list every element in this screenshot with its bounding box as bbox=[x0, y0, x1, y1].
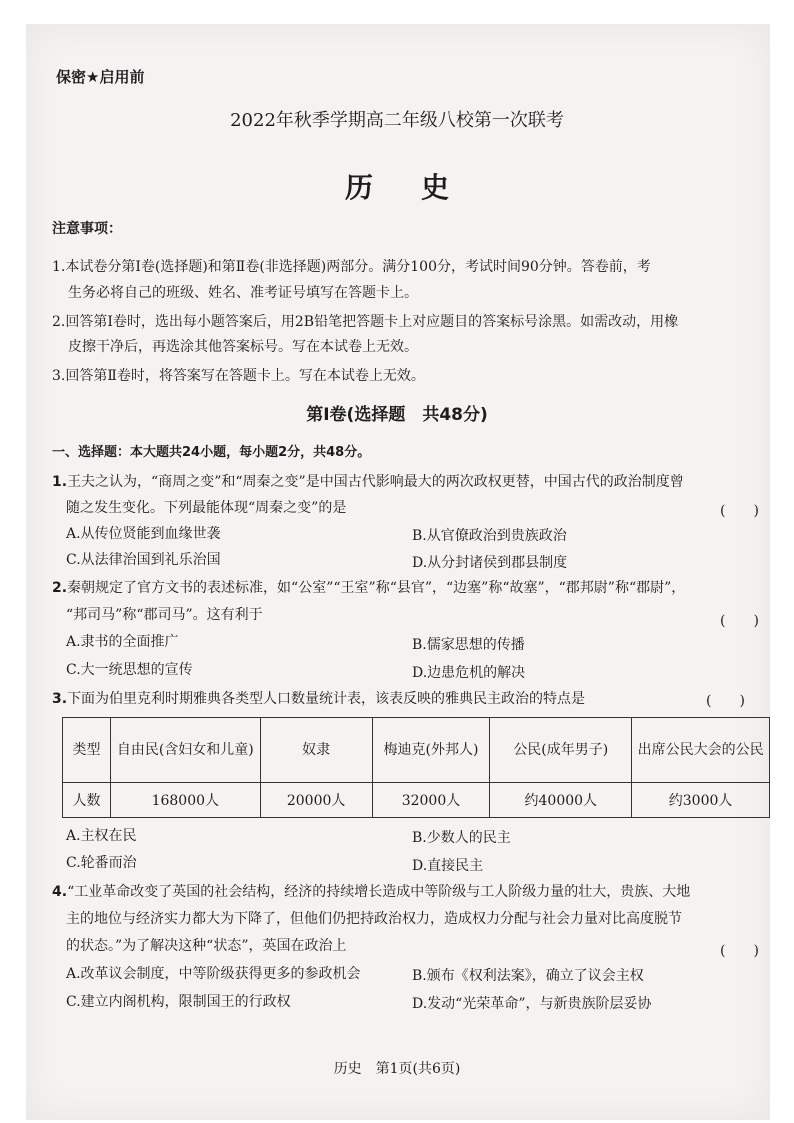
table-header-cell: 奴隶 bbox=[260, 718, 372, 783]
table-header-cell: 类型 bbox=[63, 718, 111, 783]
table-cell: 约3000人 bbox=[632, 783, 770, 818]
answer-bracket: ( ) bbox=[706, 693, 745, 709]
table-cell: 约40000人 bbox=[490, 783, 632, 818]
question-4 bbox=[52, 881, 690, 901]
question-2 bbox=[52, 577, 685, 597]
answer-bracket: ( ) bbox=[720, 613, 759, 629]
answer-bracket: ( ) bbox=[720, 503, 759, 519]
option-b: B.儒家思想的传播 bbox=[412, 637, 525, 653]
table-cell: 168000人 bbox=[110, 783, 260, 818]
question-text: “邦司马”称“郡司马”。这有利于 bbox=[66, 607, 263, 623]
table-cell: 32000人 bbox=[372, 783, 490, 818]
notes-title: 注意事项： bbox=[52, 221, 122, 237]
question-text: 王夫之认为，“商周之变”和“周秦之变”是中国古代影响最大的两次政权更替，中国古代的政治制度曾 bbox=[67, 474, 684, 490]
population-table bbox=[62, 717, 770, 818]
question-number: 3. bbox=[52, 691, 68, 707]
table-row bbox=[63, 783, 770, 818]
notes-line: 3.回答第Ⅱ卷时，将答案写在答题卡上。写在本试卷上无效。 bbox=[52, 368, 425, 384]
option-c: C.大一统思想的宣传 bbox=[66, 662, 193, 678]
question-number: 2. bbox=[52, 580, 68, 596]
subject-title: 历史 bbox=[344, 171, 497, 204]
part-title: 一、选择题：本大题共24小题，每小题2分，共48分。 bbox=[52, 445, 371, 460]
option-b: B.颁布《权利法案》，确立了议会主权 bbox=[412, 968, 644, 984]
question-number: 1. bbox=[52, 474, 68, 490]
option-d: D.直接民主 bbox=[412, 858, 484, 874]
notes-line: 2.回答第Ⅰ卷时，选出每小题答案后，用2B铅笔把答题卡上对应题目的答案标号涂黑。如需改动，用橡 bbox=[52, 314, 679, 330]
option-a: A.从传位贤能到血缘世袭 bbox=[66, 526, 221, 542]
table-header-cell: 梅迪克(外邦人) bbox=[372, 718, 490, 783]
question-text: 秦朝规定了官方文书的表述标准，如“公室”“王室”称“县官”，“边塞”称“故塞”，“郡邦尉”称“郡尉”， bbox=[67, 580, 686, 596]
option-a: A.主权在民 bbox=[66, 828, 137, 844]
notes-line: 皮擦干净后，再选涂其他答案标号。写在本试卷上无效。 bbox=[68, 339, 418, 355]
option-a: A.改革议会制度，中等阶级获得更多的参政机会 bbox=[66, 966, 361, 982]
question-1 bbox=[52, 471, 684, 491]
notes-line: 生务必将自己的班级、姓名、准考证号填写在答题卡上。 bbox=[68, 285, 418, 301]
table-header-cell: 公民(成年男子) bbox=[490, 718, 632, 783]
question-number: 4. bbox=[52, 884, 68, 900]
notes-line: 1.本试卷分第Ⅰ卷(选择题)和第Ⅱ卷(非选择题)两部分。满分100分，考试时间90分钟。答卷前，考 bbox=[52, 259, 651, 275]
option-a: A.隶书的全面推广 bbox=[66, 634, 179, 650]
table-header-cell: 出席公民大会的公民 bbox=[632, 718, 770, 783]
option-c: C.从法律治国到礼乐治国 bbox=[66, 552, 221, 568]
exam-title: 2022年秋季学期高二年级八校第一次联考 bbox=[230, 110, 564, 131]
question-text: “工业革命改变了英国的社会结构，经济的持续增长造成中等阶级与工人阶级力量的壮大，贵族、大地 bbox=[67, 884, 691, 900]
option-d: D.从分封诸侯到郡县制度 bbox=[412, 555, 568, 571]
question-text: 下面为伯里克利时期雅典各类型人口数量统计表，该表反映的雅典民主政治的特点是 bbox=[67, 691, 586, 707]
table-header-cell: 自由民(含妇女和儿童) bbox=[110, 718, 260, 783]
confidential-label: 保密★启用前 bbox=[56, 68, 145, 86]
option-d: D.发动“光荣革命”，与新贵族阶层妥协 bbox=[412, 996, 652, 1012]
option-b: B.少数人的民主 bbox=[412, 830, 511, 846]
table-cell: 人数 bbox=[63, 783, 111, 818]
table-header-row bbox=[63, 718, 770, 783]
question-3 bbox=[52, 688, 585, 708]
question-text: 随之发生变化。下列最能体现“周秦之变”的是 bbox=[66, 500, 347, 516]
page-footer: 历史 第1页(共6页) bbox=[333, 1061, 461, 1077]
answer-bracket: ( ) bbox=[720, 943, 759, 959]
table-cell: 20000人 bbox=[260, 783, 372, 818]
option-c: C.建立内阁机构，限制国王的行政权 bbox=[66, 994, 291, 1010]
option-c: C.轮番而治 bbox=[66, 855, 137, 871]
question-text: 主的地位与经济实力都大为下降了，但他们仍把持政治权力，造成权力分配与社会力量对比高度脱节 bbox=[66, 911, 682, 927]
question-text: 的状态。”为了解决这种“状态”，英国在政治上 bbox=[66, 938, 347, 954]
option-b: B.从官僚政治到贵族政治 bbox=[412, 528, 567, 544]
option-d: D.边患危机的解决 bbox=[412, 665, 526, 681]
section-title: 第Ⅰ卷(选择题 共48分) bbox=[306, 405, 488, 425]
